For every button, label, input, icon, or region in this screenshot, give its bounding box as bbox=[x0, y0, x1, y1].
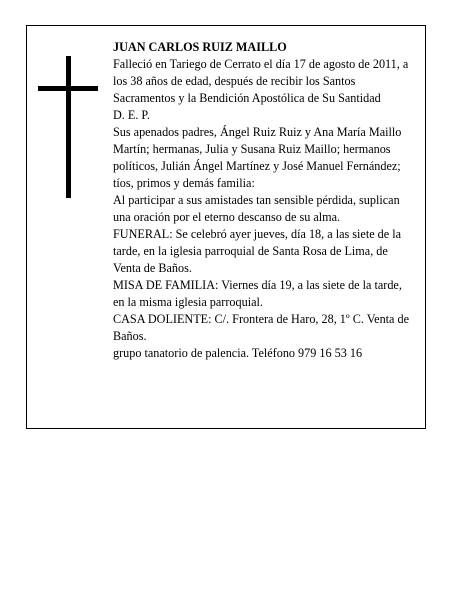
obituary-notice bbox=[26, 25, 426, 429]
deceased-name: JUAN CARLOS RUIZ MAILLO bbox=[113, 40, 287, 54]
funeral-home-contact: grupo tanatorio de palencia. Teléfono 979 16 53 16 bbox=[113, 346, 363, 360]
family-mass-info: MISA DE FAMILIA: Viernes día 19, a las siete de la tarde, en la misma iglesia parroquial. bbox=[113, 278, 402, 309]
family-list: Sus apenados padres, Ángel Ruiz Ruiz y Ana María Maillo Martín; hermanas, Julia y Susana Ruiz Maillo; hermanos políticos, Julián Ángel Martínez y José Manuel Fernández; tíos, primos y demás familia: bbox=[113, 125, 402, 190]
cross-vertical-bar bbox=[66, 56, 71, 198]
cross-icon bbox=[38, 56, 98, 198]
prayer-request: Al participar a sus amistades tan sensible pérdida, suplican una oración por el eterno descanso de su alma. bbox=[113, 193, 400, 224]
notice-body bbox=[113, 39, 415, 362]
rest-in-peace: D. E. P. bbox=[113, 108, 150, 122]
death-announcement: Falleció en Tariego de Cerrato el día 17 de agosto de 2011, a los 38 años de edad, después de recibir los Santos Sacramentos y la Bendición Apostólica de Su Santidad bbox=[113, 57, 409, 105]
mourning-house-info: CASA DOLIENTE: C/. Frontera de Haro, 28, 1º C. Venta de Baños. bbox=[113, 312, 410, 343]
cross-horizontal-bar bbox=[38, 86, 98, 91]
funeral-info: FUNERAL: Se celebró ayer jueves, día 18, a las siete de la tarde, en la iglesia parroquial de Santa Rosa de Lima, de Venta de Baños. bbox=[113, 227, 402, 275]
